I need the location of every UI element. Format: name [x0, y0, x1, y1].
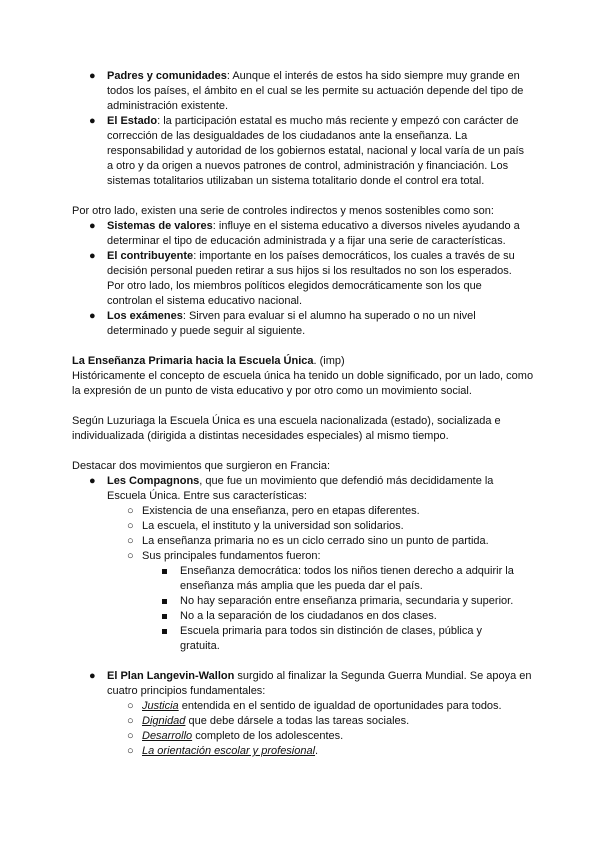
paragraph: Por otro lado, existen una serie de controles indirectos y menos sostenibles como son:: [72, 205, 494, 217]
sub-item-text: La enseñanza primaria no es un ciclo cerrado sino un punto de partida.: [142, 535, 489, 547]
controls-list: [72, 69, 532, 189]
principle-term: Desarrollo: [142, 730, 193, 742]
bullet-icon: ●: [89, 115, 96, 127]
list-item: [72, 309, 502, 339]
principle-term: La orientación escolar y profesional: [142, 745, 316, 757]
sub-sub-item-text: No hay separación entre enseñanza primaria, secundaria y superior.: [180, 595, 514, 607]
sub-sub-list-item: [72, 564, 525, 594]
paragraph: Históricamente el concepto de escuela única ha tenido un doble significado, por un lado, como la expresión de un punto de vista educativo y por otro como un movimiento social.: [72, 370, 534, 397]
item-term: El Estado: [107, 115, 158, 127]
bullet-icon: ●: [89, 70, 96, 82]
sub-item-text: que debe dársele a todas las tareas sociales.: [185, 715, 410, 727]
sub-item-text: La escuela, el instituto y la universidad son solidarios.: [142, 520, 404, 532]
heading-suffix: . (imp): [313, 355, 345, 367]
item-term: El contribuyente: [107, 250, 194, 262]
circle-bullet-icon: ○: [127, 745, 134, 757]
sub-list-item: [72, 504, 532, 519]
heading-text: La Enseñanza Primaria hacia la Escuela Única: [72, 355, 314, 367]
sub-list-item: [72, 534, 532, 549]
sub-sub-list-item: [72, 624, 490, 654]
item-term: El Plan Langevin-Wallon: [107, 670, 235, 682]
movements-list: [72, 474, 532, 654]
circle-bullet-icon: ○: [127, 520, 134, 532]
circle-bullet-icon: ○: [127, 715, 134, 727]
square-bullet-icon: [162, 599, 167, 604]
sub-sub-list-item: [72, 594, 525, 609]
list-item: [72, 474, 532, 504]
paragraph: Según Luzuriaga la Escuela Única es una escuela nacionalizada (estado), socializada e individualizada (dirigida a distintas necesidades especiales) al mismo tiempo.: [72, 415, 501, 442]
sub-item-text: .: [315, 745, 319, 757]
item-term: Les Compagnons: [107, 475, 200, 487]
bullet-icon: ●: [89, 310, 96, 322]
circle-bullet-icon: ○: [127, 730, 134, 742]
circle-bullet-icon: ○: [127, 505, 134, 517]
item-text: : importante en los países democráticos, los cuales a través de su decisión personal pueden retirar a sus hijos si los resultados no son los esperados. Por otro lado, los miembros políticos elegidos democráticamente son los que controlan el sistema educativo nacional.: [107, 250, 515, 307]
sub-list-item: [72, 549, 532, 564]
bullet-icon: ●: [89, 475, 96, 487]
langevin-list: [72, 669, 532, 759]
sub-item-text: Existencia de una enseñanza, pero en etapas diferentes.: [142, 505, 420, 517]
document-content: [72, 69, 532, 759]
sub-list-item: [72, 744, 532, 759]
sub-list-item: [72, 714, 532, 729]
sub-sub-item-text: Enseñanza democrática: todos los niños tienen derecho a adquirir la enseñanza más amplia que les pueda dar el país.: [180, 565, 514, 592]
sub-item-text: Sus principales fundamentos fueron:: [142, 550, 321, 562]
indirect-controls-list: [72, 219, 532, 339]
list-item: [72, 219, 532, 249]
sub-list-item: [72, 729, 532, 744]
bullet-icon: ●: [89, 670, 96, 682]
sub-list-item: [72, 519, 532, 534]
sub-list-item: [72, 699, 532, 714]
circle-bullet-icon: ○: [127, 535, 134, 547]
bullet-icon: ●: [89, 250, 96, 262]
sub-sub-item-text: Escuela primaria para todos sin distinción de clases, pública y gratuita.: [180, 625, 483, 652]
item-text: : Sirven para evaluar si el alumno ha superado o no un nivel determinado y puede seguir al siguiente.: [107, 310, 476, 337]
list-item: [72, 114, 532, 189]
paragraph: Destacar dos movimientos que surgieron en Francia:: [72, 460, 331, 472]
section-heading: [72, 354, 532, 369]
item-text: surgido al finalizar la Segunda Guerra Mundial. Se apoya en cuatro principios fundamentales:: [107, 670, 532, 697]
sub-sub-list-item: [72, 609, 525, 624]
sub-item-text: completo de los adolescentes.: [192, 730, 344, 742]
principle-term: Justicia: [142, 700, 179, 712]
item-term: Padres y comunidades: [107, 70, 227, 82]
list-item: [72, 669, 532, 699]
list-item: [72, 69, 532, 114]
circle-bullet-icon: ○: [127, 700, 134, 712]
bullet-icon: ●: [89, 220, 96, 232]
principle-term: Dignidad: [142, 715, 186, 727]
item-text: : influye en el sistema educativo a diversos niveles ayudando a determinar el tipo de educación administrada y a fijar una serie de características.: [107, 220, 520, 247]
item-text: , que fue un movimiento que defendió más decididamente la Escuela Única. Entre sus características:: [107, 475, 494, 502]
list-item: [72, 249, 527, 309]
square-bullet-icon: [162, 629, 167, 634]
item-term: Los exámenes: [107, 310, 183, 322]
item-text: : la participación estatal es mucho más reciente y empezó con carácter de corrección de las desigualdades de los ciudadanos ante la enseñanza. La responsabilidad y autoridad de los gobiernos estatal, nacional y local varía de un país a otro y da origen a nuevos patrones de control, administración y financiación. Los sistemas totalitarios utilizaban un sistema totalitario donde el control era total.: [107, 115, 525, 187]
square-bullet-icon: [162, 569, 167, 574]
sub-sub-item-text: No a la separación de los ciudadanos en dos clases.: [180, 610, 437, 622]
sub-item-text: entendida en el sentido de igualdad de oportunidades para todos.: [178, 700, 502, 712]
square-bullet-icon: [162, 614, 167, 619]
item-text: : Aunque el interés de estos ha sido siempre muy grande en todos los países, el ámbito en el cual se les permite su actuación depende del tipo de administración existente.: [107, 70, 524, 112]
item-term: Sistemas de valores: [107, 220, 213, 232]
circle-bullet-icon: ○: [127, 550, 134, 562]
